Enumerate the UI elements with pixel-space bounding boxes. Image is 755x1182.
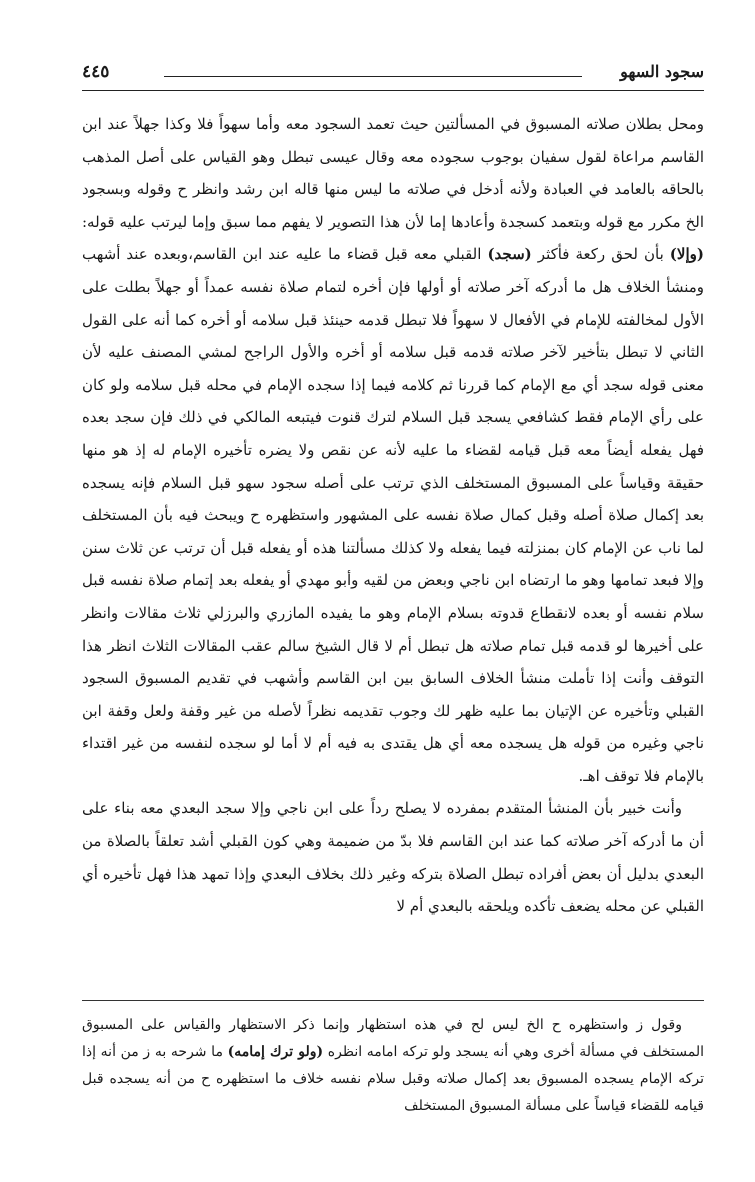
paragraph-2: وأنت خبير بأن المنشأ المتقدم بمفرده لا يصلح رداً على ابن ناجي وإلا سجد البعدي معه بناء على أن ما أدركه آخر صلاته كما عند ابن القاسم فلا بدّ من ضميمة وهي كون القبلي أشد تعلقاً بالصلاة من البعدي بدليل أن بعض أفراده تبطل الصلاة بتركه وغير ذلك بخلاف البعدي وإذا تمهد هذا فهل تأخيره أي القبلي عن محله يضعف تأكده ويلحقه بالبعدي أم لا [82, 799, 704, 916]
bold-keyword: (سجد) [487, 245, 532, 264]
header-rule [164, 76, 582, 77]
main-text [82, 108, 704, 923]
footnote-divider [82, 1000, 704, 1001]
header-divider [82, 90, 704, 91]
text-run: القبلي معه قبل قضاء ما عليه عند ابن القاسم،وبعده عند أشهب ومنشأ الخلاف هل ما أدركه آخر صلاته أو أولها فإن أخره لتمام صلاة نفسه عمداً أو جهلاً بطلت على الأول لمخالفته للإمام في الأفعال لا سهواً فلا تبطل قدمه حينئذ قبل سلامه أو أخره كما أنه على القول الثاني لا تبطل بتأخير لآخر صلاته قدمه قبل سلامه أو أخره والأول الراجح لمشي المصنف عليه لأن معنى قوله سجد أي مع الإمام كما قررنا ثم كلامه فيما إذا سجده الإمام في محله قبل سلامه ولو كان على رأي الإمام فقط كشافعي يسجد قبل السلام لترك قنوت فيتبعه المالكي في ذلك فإن سجد بعده فهل يفعله أيضاً معه قبل قيامه لقضاء ما عليه لأنه عن نقص ولا يضره تأخيره الإمام له إذ هو منها حقيقة وقياساً على المسبوق المستخلف الذي ترتب على أصله سجود سهو قبل السلام فإنه يسجده بعد إكمال صلاة أصله وقبل كمال صلاة نفسه على المشهور واستظهره ح ويبحث فيه بأن المستخلف لما ناب عن الإمام كان بمنزلته فيما يفعله ولا كذلك مسألتنا هذه أو يفعله قبل أن ترتب عن ثلاث سنن وإلا فبعد تمامها وهو ما ارتضاه ابن ناجي وبعض من لقيه وأبو مهدي أو يفعله بعد إتمام صلاة نفسه قبل سلام نفسه أو بعده لانقطاع قدوته بسلام الإمام وهو ما يفيده المازري والبرزلي ثلاث مقالات وانظر على أخيرها لو قدمه قبل تمام صلاته هل تبطل أم لا قال الشيخ سالم عقب المقالات الثلاث انظر هذا التوقف وأنت إذا تأملت منشأ الخلاف السابق بين ابن القاسم وأشهب في تقديم المسبوق السجود القبلي وتأخيره عن الإتيان بما عليه ظهر لك وجوب تقديمه نظراً لأصله من غير وقفة ولعل وقفة ابن ناجي وغيره من قوله هل يسجده معه أي هل يقتدى به فيه أم لا أما لو سجده لنفسه من غير اقتداء بالإمام فلا توقف اهـ. [82, 245, 704, 785]
chapter-title: سجود السهو [620, 62, 704, 81]
bold-keyword: (ولو ترك إمامه) [227, 1044, 324, 1060]
footnote-paragraph [82, 1012, 704, 1120]
footnote [82, 1012, 704, 1120]
text-run: ما شرحه به ز من أنه إذا تركه الإمام يسجده المسبوق بعد إكمال صلاته وقبل سلام نفسه خلاف ما استظهره ح من أنه يسجده قبل قيامه للقضاء قياساً على مسألة المسبوق المستخلف [82, 1044, 704, 1114]
page-number: ٤٤٥ [82, 62, 110, 82]
text-run: وقول ز واستظهره ح الخ ليس لح في هذه استظهار وإنما ذكر الاستظهار والقياس على المسبوق المستخلف في مسألة أخرى وهي أنه يسجد ولو تركه امامه انظره [82, 1017, 705, 1060]
text-run: ومحل بطلان صلاته المسبوق في المسألتين حيث تعمد السجود معه وأما سهواً فلا وكذا جهلاً عند ابن القاسم مراعاة لقول سفيان بوجوب سجوده معه وقال عيسى تبطل وهو القياس على أصل المذهب بالحاقه بالعامد في العبادة ولأنه أدخل في صلاته ما ليس منها قاله ابن رشد وانظر ح وقوله وبسجود الخ مكرر مع قوله وبتعمد كسجدة وأعادها إما لأن هذا التصوير لا يفهم مما سبق وإما ليرتب عليه قوله: [82, 115, 704, 231]
text-run: بأن لحق ركعة فأكثر [537, 245, 664, 264]
bold-keyword: (وإلا) [669, 245, 704, 264]
running-header [82, 62, 704, 90]
paragraph-1 [82, 108, 704, 792]
